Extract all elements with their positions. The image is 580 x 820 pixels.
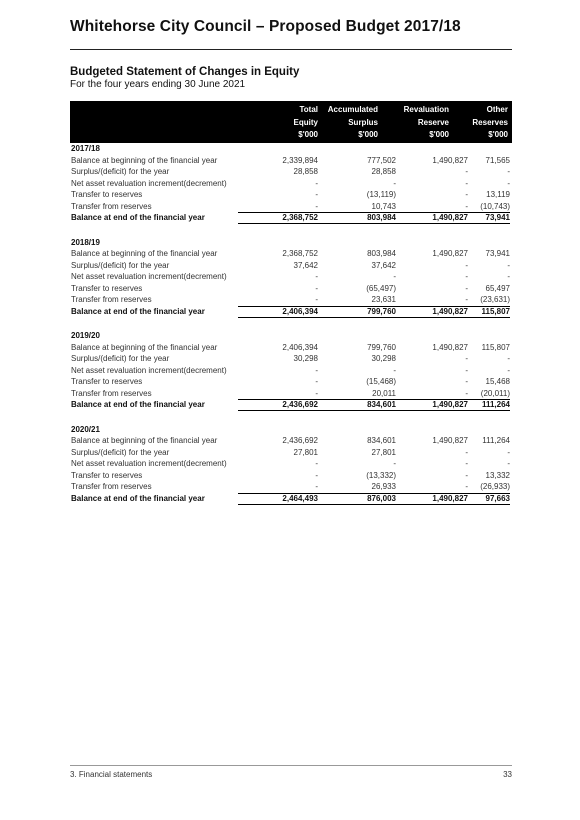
cell-value: 30,298 [371, 354, 396, 363]
column-header-line: Total [299, 105, 318, 114]
row-label: Surplus/(deficit) for the year [71, 354, 170, 363]
column-header-line: $'000 [429, 130, 449, 139]
cell-value: 2,436,692 [238, 399, 318, 411]
equity-table [70, 143, 512, 504]
table-row [70, 189, 512, 201]
cell-value: 1,490,827 [432, 342, 468, 352]
cell-value: 2,339,894 [282, 155, 318, 165]
cell-value: 27,801 [371, 447, 396, 457]
cell-value: - [465, 377, 468, 386]
column-header [418, 104, 508, 142]
cell-value: 777,502 [367, 155, 396, 165]
cell-value: 803,984 [316, 212, 396, 224]
footer-section: 3. Financial statements [70, 770, 153, 779]
cell-value: - [315, 365, 318, 375]
cell-value: 1,490,827 [388, 493, 468, 505]
total-row [70, 212, 512, 224]
table-row [70, 248, 512, 260]
year-spacer [70, 317, 512, 330]
row-label: Surplus/(deficit) for the year [71, 167, 170, 176]
row-label: Balance at end of the financial year [71, 306, 205, 316]
cell-value: - [393, 365, 396, 375]
cell-value: 2,464,493 [238, 493, 318, 505]
table-row [70, 388, 512, 400]
table-row [70, 470, 512, 482]
row-label: Net asset revaluation increment(decrement) [71, 459, 227, 468]
cell-value: - [465, 272, 468, 281]
cell-value: - [315, 388, 318, 398]
cell-value: - [465, 260, 468, 270]
row-label: Balance at beginning of the financial year [71, 436, 218, 445]
row-label: Balance at beginning of the financial year [71, 249, 218, 258]
cell-value: - [507, 260, 510, 270]
table-row [70, 342, 512, 354]
cell-value: 2,368,752 [282, 249, 318, 258]
row-label: Net asset revaluation increment(decrement) [71, 178, 227, 188]
row-label: Balance at beginning of the financial year [71, 155, 218, 165]
cell-value: - [465, 365, 468, 375]
cell-value: - [507, 459, 510, 468]
cell-value: 1,490,827 [388, 399, 468, 411]
cell-value: 37,642 [371, 260, 396, 270]
cell-value: 13,119 [486, 190, 510, 199]
cell-value: - [465, 283, 468, 293]
cell-value: (10,743) [480, 201, 510, 211]
cell-value: - [315, 178, 318, 188]
row-label: Net asset revaluation increment(decrement) [71, 365, 227, 375]
cell-value: - [465, 354, 468, 363]
row-label: Transfer to reserves [71, 470, 143, 480]
row-label: Surplus/(deficit) for the year [71, 447, 170, 457]
cell-value: - [465, 178, 468, 188]
table-row [70, 155, 512, 167]
cell-value: (26,933) [480, 482, 510, 491]
cell-value: 71,565 [485, 155, 510, 165]
cell-value: 799,760 [367, 342, 396, 352]
cell-value: 834,601 [367, 436, 396, 445]
cell-value: 2,406,394 [238, 306, 318, 318]
cell-value: - [315, 482, 318, 491]
column-header-line: Reserves [472, 117, 508, 127]
row-label: Transfer from reserves [71, 201, 152, 211]
table-row [70, 283, 512, 295]
cell-value: 834,601 [316, 399, 396, 411]
cell-value: 65,497 [485, 283, 510, 293]
table-row [70, 458, 512, 470]
cell-value: - [393, 272, 396, 281]
column-header-line: Other [486, 105, 508, 114]
table-row [70, 201, 512, 213]
cell-value: - [465, 459, 468, 468]
table-row [70, 353, 512, 365]
cell-value: (13,119) [366, 190, 396, 199]
cell-value: - [465, 190, 468, 199]
title-divider [70, 49, 512, 50]
cell-value: - [315, 272, 318, 281]
footer-divider [70, 765, 512, 766]
row-label: Net asset revaluation increment(decrement) [71, 272, 227, 281]
cell-value: - [507, 167, 510, 176]
row-label: Transfer from reserves [71, 295, 152, 304]
cell-value: 28,858 [293, 167, 318, 176]
table-row [70, 435, 512, 447]
cell-value: 803,984 [367, 249, 396, 258]
cell-value: 97,663 [430, 493, 510, 505]
cell-value: - [507, 178, 510, 188]
table-row [70, 271, 512, 283]
column-header-line: Accumulated [327, 105, 378, 114]
cell-value: 15,468 [485, 377, 510, 386]
cell-value: 1,490,827 [388, 306, 468, 318]
cell-value: 13,332 [485, 470, 510, 480]
table-row [70, 166, 512, 178]
cell-value: 2,406,394 [282, 342, 318, 352]
cell-value: 1,490,827 [432, 436, 468, 445]
cell-value: 111,264 [482, 436, 510, 445]
row-label: Transfer to reserves [71, 377, 143, 386]
cell-value: 27,801 [293, 447, 318, 457]
table-row [70, 294, 512, 306]
cell-value: - [465, 447, 468, 457]
year-spacer [70, 411, 512, 424]
cell-value: - [465, 167, 468, 176]
cell-value: 28,858 [371, 167, 396, 176]
cell-value: (13,332) [366, 470, 396, 480]
row-label: Transfer from reserves [71, 482, 152, 491]
column-header-line: $'000 [298, 130, 318, 139]
row-label: Surplus/(deficit) for the year [71, 260, 170, 270]
table-row [70, 365, 512, 377]
total-row [70, 493, 512, 505]
cell-value: 1,490,827 [432, 249, 468, 258]
cell-value: 1,490,827 [432, 155, 468, 165]
column-header-line: Equity [293, 117, 318, 127]
year-heading [70, 424, 512, 436]
row-label: Transfer to reserves [71, 283, 143, 293]
cell-value: 20,011 [372, 388, 396, 398]
cell-value: - [507, 272, 510, 281]
cell-value: - [507, 365, 510, 375]
table-row [70, 481, 512, 493]
cell-value: - [315, 295, 318, 304]
cell-value: - [507, 447, 510, 457]
row-label: Transfer to reserves [71, 190, 143, 199]
page-number: 33 [503, 770, 512, 779]
cell-value: - [393, 459, 396, 468]
page-title: Whitehorse City Council – Proposed Budget 2017/18 [70, 18, 461, 35]
column-header-line: Surplus [348, 117, 378, 127]
row-label: Balance at end of the financial year [71, 493, 205, 503]
year-label: 2017/18 [71, 144, 100, 153]
cell-value: 2,436,692 [282, 436, 318, 445]
cell-value: - [315, 190, 318, 199]
cell-value: (20,011) [480, 388, 510, 398]
cell-value: (65,497) [366, 283, 396, 293]
cell-value: - [315, 201, 318, 211]
cell-value: 115,807 [481, 342, 510, 352]
cell-value: 799,760 [316, 306, 396, 318]
cell-value: 37,642 [293, 260, 318, 270]
section-title: Budgeted Statement of Changes in Equity [70, 66, 300, 78]
column-header-line: $'000 [358, 130, 378, 139]
table-row [70, 178, 512, 190]
section-subtitle: For the four years ending 30 June 2021 [70, 79, 246, 90]
cell-value: - [315, 459, 318, 468]
cell-value: 10,743 [371, 201, 396, 211]
cell-value: - [315, 283, 318, 293]
cell-value: - [465, 295, 468, 304]
cell-value: - [315, 377, 318, 386]
year-heading [70, 237, 512, 249]
cell-value: 73,941 [430, 212, 510, 224]
year-spacer [70, 224, 512, 237]
cell-value: 115,807 [430, 306, 510, 318]
cell-value: 1,490,827 [388, 212, 468, 224]
row-label: Balance at beginning of the financial year [71, 342, 218, 352]
row-label: Transfer from reserves [71, 388, 152, 398]
total-row [70, 399, 512, 411]
year-heading [70, 330, 512, 342]
cell-value: 26,933 [371, 482, 396, 491]
year-label: 2019/20 [71, 331, 100, 340]
cell-value: (23,631) [480, 295, 510, 304]
table-row [70, 447, 512, 459]
table-header [70, 101, 512, 143]
cell-value: 23,631 [371, 295, 396, 304]
row-label: Balance at end of the financial year [71, 400, 205, 409]
cell-value: 111,264 [430, 399, 510, 411]
cell-value: - [465, 482, 468, 491]
year-heading [70, 143, 512, 155]
year-label: 2018/19 [71, 237, 100, 247]
cell-value: - [315, 470, 318, 480]
total-row [70, 306, 512, 318]
cell-value: - [465, 388, 468, 398]
column-header-line: Revaluation [403, 105, 449, 114]
cell-value: 876,003 [316, 493, 396, 505]
cell-value: - [465, 470, 468, 480]
year-label: 2020/21 [71, 424, 100, 434]
row-label: Balance at end of the financial year [71, 213, 205, 222]
cell-value: - [507, 354, 510, 363]
cell-value: - [465, 201, 468, 211]
cell-value: 73,941 [485, 249, 510, 258]
column-header-line: $'000 [488, 130, 508, 139]
cell-value: - [393, 178, 396, 188]
table-row [70, 260, 512, 272]
table-row [70, 376, 512, 388]
cell-value: (15,468) [366, 377, 396, 386]
cell-value: 2,368,752 [238, 212, 318, 224]
column-header-line: Reserve [417, 117, 449, 127]
cell-value: 30,298 [293, 354, 318, 363]
